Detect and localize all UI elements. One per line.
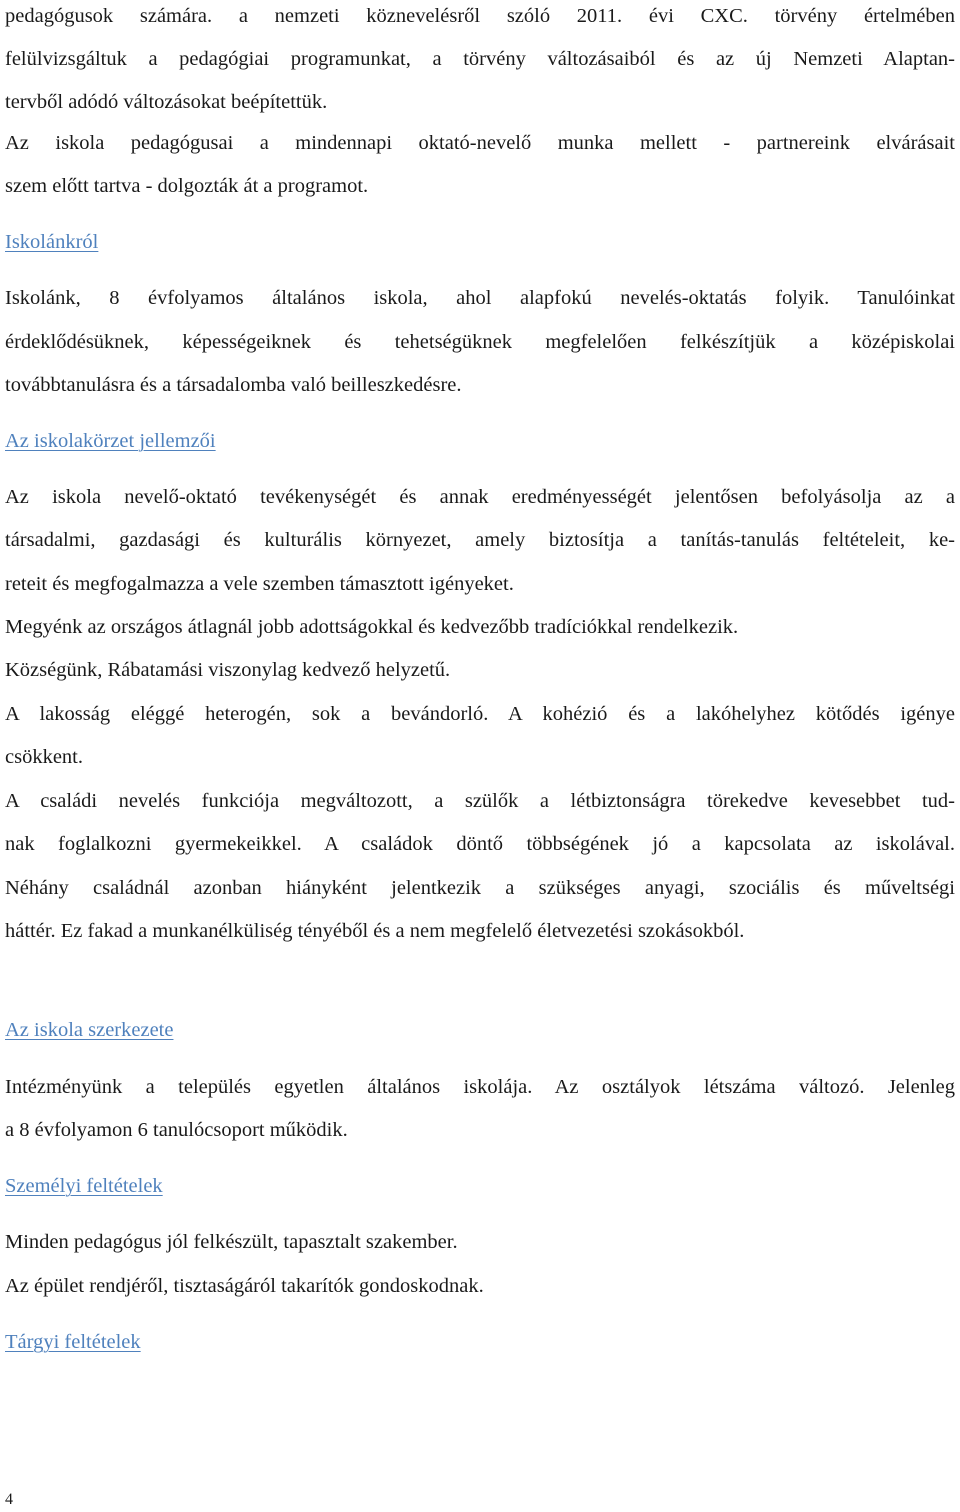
- body-line: háttér. Ez fakad a munkanélküliség tényéből és a nem megfelelő életvezetési szokásokból.: [5, 920, 745, 942]
- body-line: Minden pedagógus jól felkészült, tapasztalt szakember.: [5, 1231, 458, 1253]
- intro-line: pedagógusok számára. a nemzeti köznevelésről szóló 2011. évi CXC. törvény értelmében: [5, 5, 955, 27]
- intro-line: tervből adódó változásokat beépítettük.: [5, 91, 328, 113]
- body-line: továbbtanulásra és a társadalomba való beilleszkedésre.: [5, 374, 462, 396]
- intro-line: felülvizsgáltuk a pedagógiai programunkat, a törvény változásaiból és az új Nemzeti Alaptan-: [5, 48, 955, 70]
- body-line: érdeklődésüknek, képességeiknek és tehetségüknek megfelelően felkészítjük a középiskolai: [5, 331, 955, 353]
- section-heading-iskolankrol: Iskolánkról: [5, 231, 99, 253]
- body-line: Megyénk az országos átlagnál jobb adottságokkal és kedvezőbb tradíciókkal rendelkezik.: [5, 616, 739, 638]
- body-line: Az épület rendjéről, tisztaságáról takarítók gondoskodnak.: [5, 1275, 484, 1297]
- body-line: A családi nevelés funkciója megváltozott, a szülők a létbiztonságra törekedve kevesebbet tud-: [5, 790, 955, 812]
- section-heading-targyi: Tárgyi feltételek: [5, 1331, 141, 1353]
- section-heading-szerkezete: Az iskola szerkezete: [5, 1019, 174, 1041]
- body-line: Intézményünk a település egyetlen általános iskolája. Az osztályok létszáma változó. Jelenleg: [5, 1076, 955, 1098]
- section-heading-iskolakorzet: Az iskolakörzet jellemzői: [5, 430, 216, 452]
- body-line: a 8 évfolyamon 6 tanulócsoport működik.: [5, 1119, 348, 1141]
- body-line: A lakosság eléggé heterogén, sok a bevándorló. A kohézió és a lakóhelyhez kötődés igénye: [5, 703, 955, 725]
- body-line: Községünk, Rábatamási viszonylag kedvező helyzetű.: [5, 659, 451, 681]
- body-line: Néhány családnál azonban hiányként jelentkezik a szükséges anyagi, szociális és műveltségi: [5, 877, 955, 899]
- body-line: csökkent.: [5, 746, 83, 768]
- intro-line: szem előtt tartva - dolgozták át a programot.: [5, 175, 369, 197]
- body-line: Iskolánk, 8 évfolyamos általános iskola, ahol alapfokú nevelés-oktatás folyik. Tanulóinkat: [5, 287, 955, 309]
- body-line: Az iskola nevelő-oktató tevékenységét és annak eredményességét jelentősen befolyásolja az a: [5, 486, 955, 508]
- body-line: nak foglalkozni gyermekeikkel. A családok döntő többségének jó a kapcsolata az iskolával.: [5, 833, 955, 855]
- page-number: 4: [5, 1491, 13, 1508]
- body-line: reteit és megfogalmazza a vele szemben támasztott igényeket.: [5, 573, 514, 595]
- body-line: társadalmi, gazdasági és kulturális környezet, amely biztosítja a tanítás-tanulás feltételeit, ke-: [5, 529, 955, 551]
- intro-line: Az iskola pedagógusai a mindennapi oktató-nevelő munka mellett - partnereink elvárásait: [5, 132, 955, 154]
- section-heading-szemelyi: Személyi feltételek: [5, 1175, 163, 1197]
